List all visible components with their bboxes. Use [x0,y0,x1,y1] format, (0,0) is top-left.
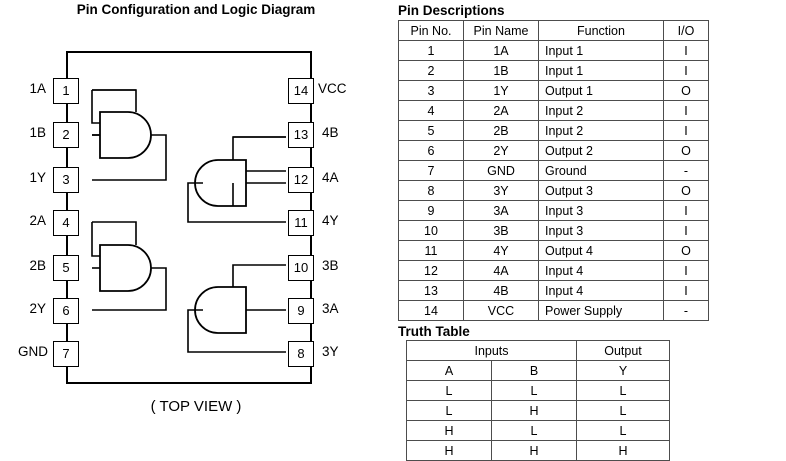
col-io: I/O [664,21,709,41]
table-cell: 10 [399,221,464,241]
pin-box-8: 8 [288,341,314,367]
table-row [407,441,670,461]
table-cell: 3 [399,81,464,101]
table-row [399,261,709,281]
table-cell: 2 [399,61,464,81]
table-cell: Output 3 [539,181,664,201]
table-row [399,241,709,261]
table-row [407,401,670,421]
table-cell: 1Y [464,81,539,101]
pin-label-1a: 1A [29,81,46,96]
table-cell: 2B [464,121,539,141]
pin-label-1b: 1B [29,125,46,140]
pin-label-4y: 4Y [322,213,339,228]
table-cell: I [664,121,709,141]
table-cell: L [577,421,670,441]
table-cell: H [407,421,492,441]
table-cell: 2Y [464,141,539,161]
tables-panel [396,0,786,458]
table-cell: 14 [399,301,464,321]
table-row [399,281,709,301]
table-cell: 4A [464,261,539,281]
table-cell: H [492,401,577,421]
table-cell: I [664,281,709,301]
table-row [399,41,709,61]
table-cell: 13 [399,281,464,301]
table-row [407,421,670,441]
pin-box-9: 9 [288,298,314,324]
top-view-caption: ( TOP VIEW ) [150,398,242,415]
table-row [399,121,709,141]
table-cell: Output 2 [539,141,664,161]
group-inputs: Inputs [407,341,577,361]
table-cell: Input 3 [539,221,664,241]
page-title: Pin Configuration and Logic Diagram [76,2,316,17]
table-cell: H [577,441,670,461]
pin-label-vcc: VCC [318,81,347,96]
table-cell: H [407,441,492,461]
table-cell: 1A [464,41,539,61]
table-cell: 8 [399,181,464,201]
pin-label-1y: 1Y [29,170,46,185]
truth-table-heading: Truth Table [398,324,470,339]
table-cell: Input 3 [539,201,664,221]
pin-label-2a: 2A [29,213,46,228]
pin-box-1: 1 [53,78,79,104]
table-cell: Input 2 [539,121,664,141]
pin-box-14: 14 [288,78,314,104]
table-cell: I [664,201,709,221]
table-cell: 11 [399,241,464,261]
col-pin-no: Pin No. [399,21,464,41]
table-cell: I [664,41,709,61]
table-cell: Input 4 [539,261,664,281]
table-cell: - [664,301,709,321]
table-cell: VCC [464,301,539,321]
table-cell: 3A [464,201,539,221]
pin-box-2: 2 [53,122,79,148]
pin-box-11: 11 [288,210,314,236]
pin-label-gnd: GND [18,344,48,359]
pin-label-3b: 3B [322,258,339,273]
table-cell: O [664,241,709,261]
table-row [399,221,709,241]
col-y: Y [577,361,670,381]
table-cell: I [664,261,709,281]
col-b: B [492,361,577,381]
table-row [399,181,709,201]
table-cell: 5 [399,121,464,141]
pin-box-7: 7 [53,341,79,367]
table-row [399,301,709,321]
table-cell: 3B [464,221,539,241]
table-cell: 2A [464,101,539,121]
table-cell: 4 [399,101,464,121]
pin-label-2b: 2B [29,258,46,273]
pin-box-12: 12 [288,167,314,193]
pin-box-5: 5 [53,255,79,281]
pin-label-4a: 4A [322,170,339,185]
pin-box-4: 4 [53,210,79,236]
table-cell: 4B [464,281,539,301]
logic-diagram-panel [0,0,392,452]
col-pin-name: Pin Name [464,21,539,41]
table-cell: Output 4 [539,241,664,261]
table-cell: 4Y [464,241,539,261]
truth-column-header-row [407,361,670,381]
pin-box-10: 10 [288,255,314,281]
table-cell: 9 [399,201,464,221]
pin-box-6: 6 [53,298,79,324]
table-cell: L [577,401,670,421]
table-row [399,161,709,181]
table-cell: 7 [399,161,464,181]
table-cell: 3Y [464,181,539,201]
table-row [399,61,709,81]
pin-label-4b: 4B [322,125,339,140]
pin-label-3a: 3A [322,301,339,316]
table-cell: I [664,101,709,121]
pin-descriptions-table [398,20,709,321]
table-row [399,201,709,221]
table-cell: L [492,381,577,401]
table-cell: GND [464,161,539,181]
table-cell: O [664,81,709,101]
pin-box-3: 3 [53,167,79,193]
pin-label-3y: 3Y [322,344,339,359]
table-cell: Ground [539,161,664,181]
table-cell: 1B [464,61,539,81]
table-row [399,81,709,101]
table-cell: Output 1 [539,81,664,101]
table-row [407,381,670,401]
table-cell: Input 2 [539,101,664,121]
table-cell: H [492,441,577,461]
table-row [399,101,709,121]
table-cell: Input 4 [539,281,664,301]
pin-box-13: 13 [288,122,314,148]
col-function: Function [539,21,664,41]
group-output: Output [577,341,670,361]
table-cell: 12 [399,261,464,281]
table-cell: 1 [399,41,464,61]
table-cell: Input 1 [539,61,664,81]
table-cell: O [664,181,709,201]
table-cell: O [664,141,709,161]
table-row [399,141,709,161]
pin-descriptions-heading: Pin Descriptions [398,3,505,18]
table-cell: L [492,421,577,441]
truth-group-header-row [407,341,670,361]
pin-label-2y: 2Y [29,301,46,316]
col-a: A [407,361,492,381]
truth-table [406,340,670,461]
table-cell: L [577,381,670,401]
table-cell: - [664,161,709,181]
table-cell: Power Supply [539,301,664,321]
table-cell: L [407,401,492,421]
table-header-row [399,21,709,41]
table-cell: Input 1 [539,41,664,61]
table-cell: L [407,381,492,401]
table-cell: I [664,61,709,81]
table-cell: 6 [399,141,464,161]
table-cell: I [664,221,709,241]
